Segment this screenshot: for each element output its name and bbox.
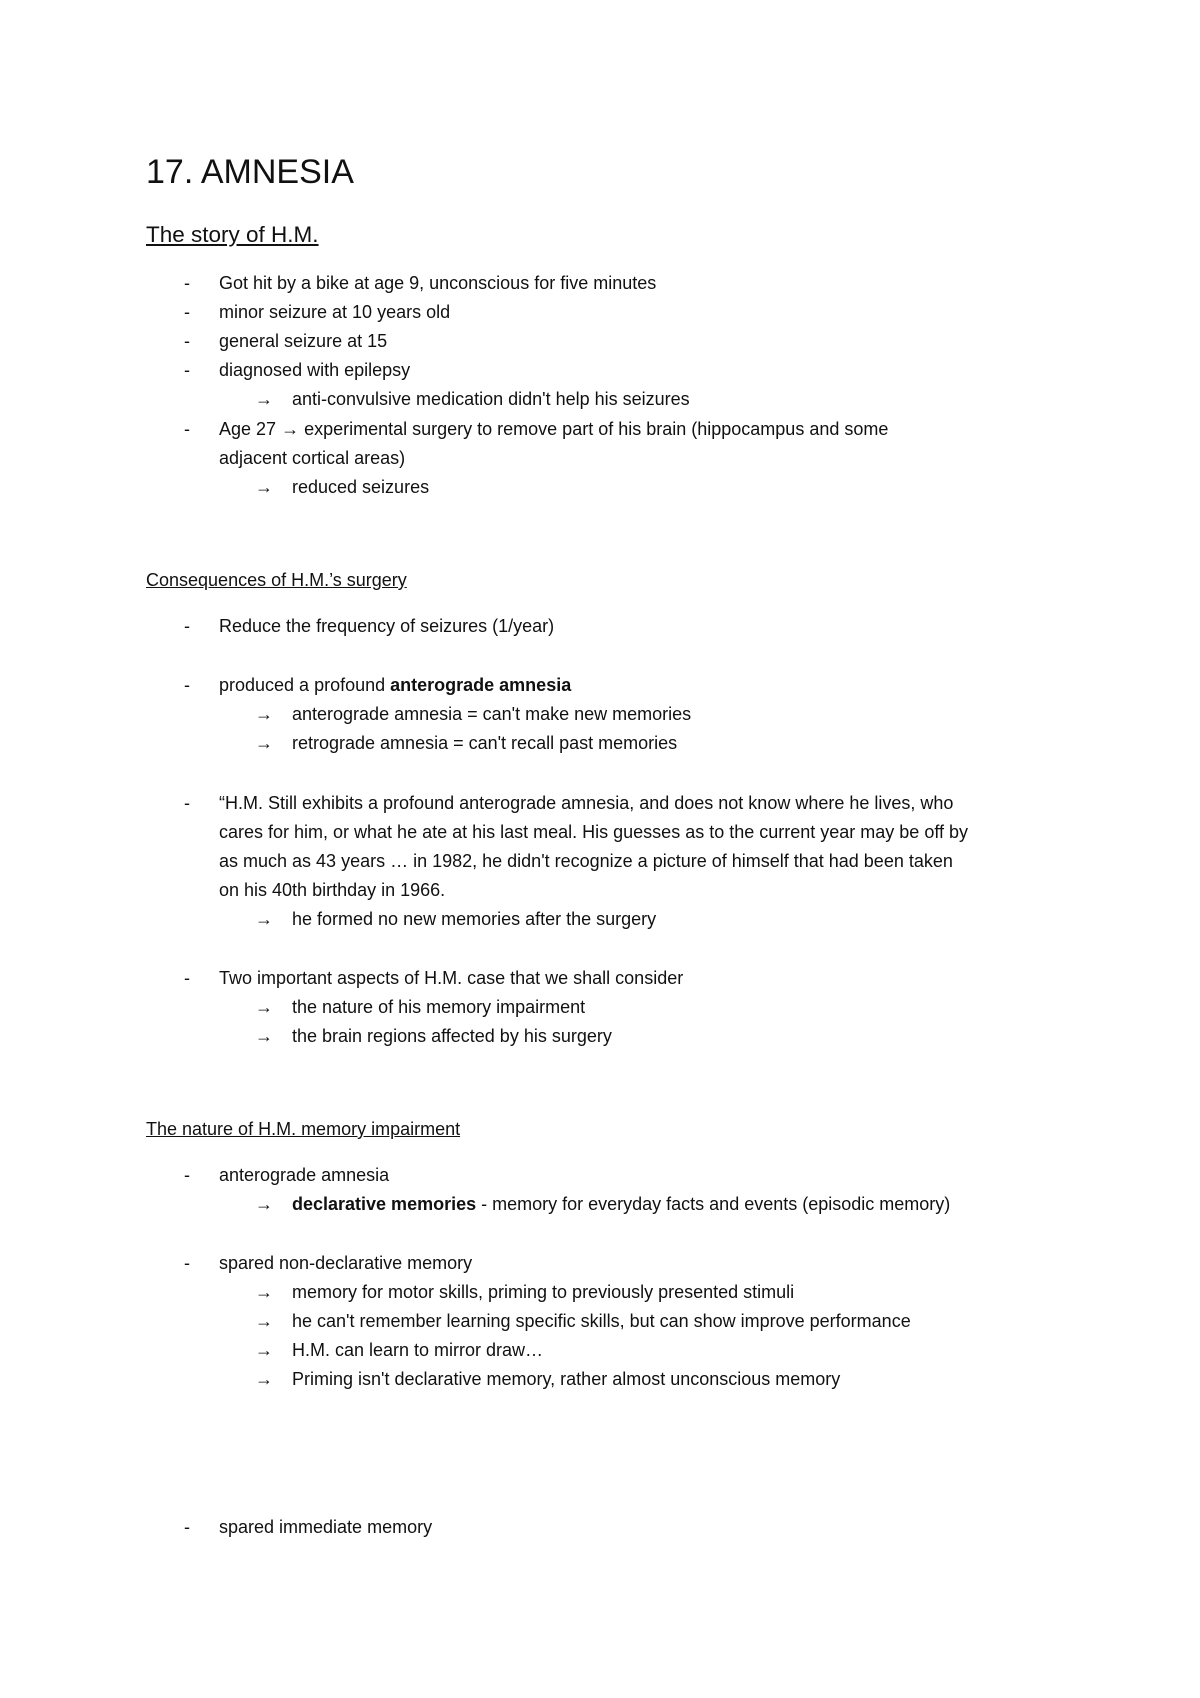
bullet-dash: - xyxy=(184,331,190,351)
list-item: Got hit by a bike at age 9, unconscious for five minutes xyxy=(219,273,657,293)
list-item: minor seizure at 10 years old xyxy=(219,302,451,322)
arrow-icon: → xyxy=(255,389,273,409)
sub-item: he formed no new memories after the surgery xyxy=(292,909,657,929)
section-heading-nature: The nature of H.M. memory impairment xyxy=(146,1119,461,1139)
list-item: spared immediate memory xyxy=(219,1517,433,1537)
sub-item: Priming isn't declarative memory, rather almost unconscious memory xyxy=(292,1369,841,1389)
arrow-icon: → xyxy=(255,1282,273,1302)
bullet-dash: - xyxy=(184,675,190,695)
section-heading-story: The story of H.M. xyxy=(146,222,319,247)
list-item: Two important aspects of H.M. case that we shall consider xyxy=(219,968,684,988)
bullet-dash: - xyxy=(184,273,190,293)
list-item: Age 27 → experimental surgery to remove part of his brain (hippocampus and some xyxy=(219,419,889,439)
sub-item: anterograde amnesia = can't make new memories xyxy=(292,704,692,724)
quote-line: as much as 43 years … in 1982, he didn't recognize a picture of himself that had been taken xyxy=(219,851,953,871)
list-item: anterograde amnesia xyxy=(219,1165,390,1185)
sub-item: anti-convulsive medication didn't help his seizures xyxy=(292,389,690,409)
arrow-icon: → xyxy=(255,909,273,929)
bullet-dash: - xyxy=(184,616,190,636)
arrow-icon: → xyxy=(255,733,273,753)
list-item-continuation: adjacent cortical areas) xyxy=(219,448,406,468)
bullet-dash: - xyxy=(184,302,190,322)
bullet-dash: - xyxy=(184,1253,190,1273)
arrow-icon: → xyxy=(255,1194,273,1214)
sub-item: H.M. can learn to mirror draw… xyxy=(292,1340,544,1360)
sub-item: retrograde amnesia = can't recall past memories xyxy=(292,733,678,753)
arrow-icon: → xyxy=(255,704,273,724)
sub-item: declarative memories - memory for everyday facts and events (episodic memory) xyxy=(292,1194,951,1214)
bold-arrow-icon: → xyxy=(281,419,300,439)
list-item: general seizure at 15 xyxy=(219,331,388,351)
list-item: produced a profound anterograde amnesia xyxy=(219,675,572,695)
sub-item: reduced seizures xyxy=(292,477,430,497)
page-title: 17. AMNESIA xyxy=(146,153,354,191)
bullet-dash: - xyxy=(184,1165,190,1185)
quote-line: “H.M. Still exhibits a profound anterograde amnesia, and does not know where he lives, who xyxy=(219,793,954,813)
quote-line: on his 40th birthday in 1966. xyxy=(219,880,446,900)
arrow-icon: → xyxy=(255,997,273,1017)
bullet-dash: - xyxy=(184,1517,190,1537)
sub-item: he can't remember learning specific skills, but can show improve performance xyxy=(292,1311,911,1331)
sub-item: the nature of his memory impairment xyxy=(292,997,586,1017)
arrow-icon: → xyxy=(255,1369,273,1389)
bullet-dash: - xyxy=(184,419,190,439)
bullet-dash: - xyxy=(184,360,190,380)
bullet-dash: - xyxy=(184,968,190,988)
arrow-icon: → xyxy=(255,1311,273,1331)
list-item: Reduce the frequency of seizures (1/year) xyxy=(219,616,555,636)
sub-item: memory for motor skills, priming to previously presented stimuli xyxy=(292,1282,795,1302)
list-item: diagnosed with epilepsy xyxy=(219,360,411,380)
sub-item: the brain regions affected by his surgery xyxy=(292,1026,612,1046)
bullet-dash: - xyxy=(184,793,190,813)
arrow-icon: → xyxy=(255,1026,273,1046)
arrow-icon: → xyxy=(255,1340,273,1360)
list-item: spared non-declarative memory xyxy=(219,1253,473,1273)
quote-line: cares for him, or what he ate at his last meal. His guesses as to the current year may be off by xyxy=(219,822,969,842)
section-heading-consequences: Consequences of H.M.’s surgery xyxy=(146,570,407,590)
arrow-icon: → xyxy=(255,477,273,497)
